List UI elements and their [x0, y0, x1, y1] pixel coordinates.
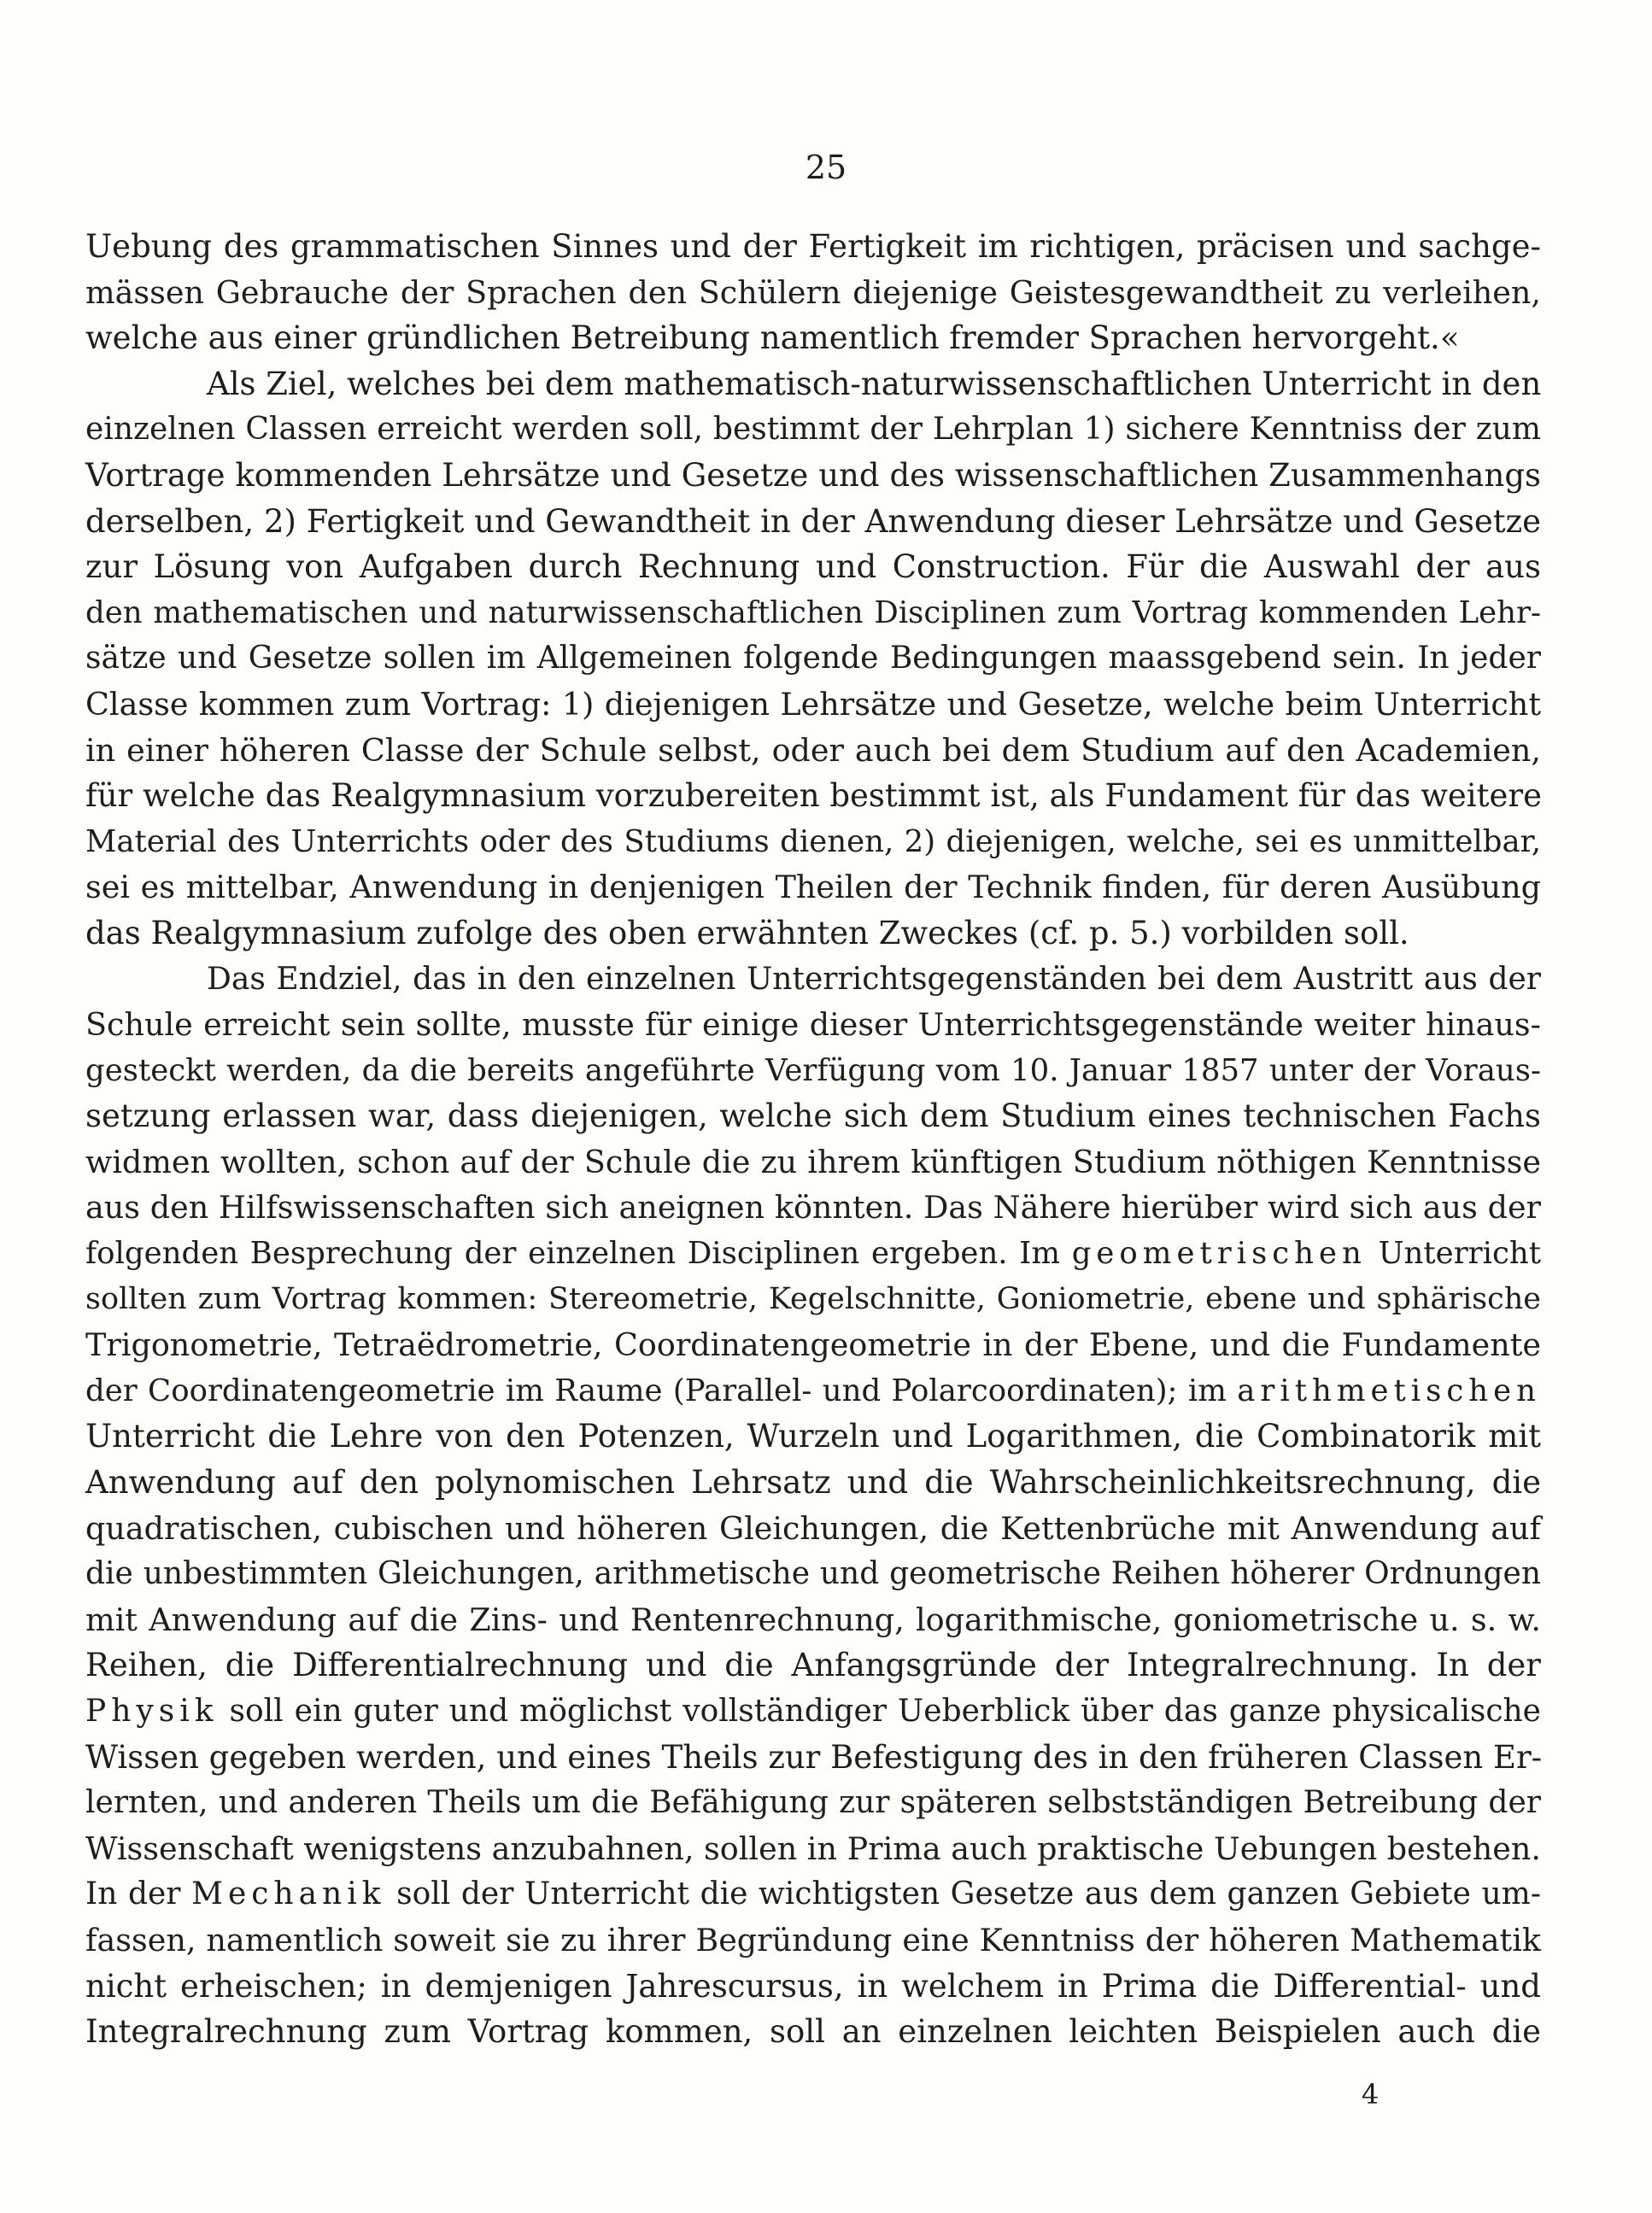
body-text	[85, 224, 1541, 2055]
text-line: sei es mittelbar, Anwendung in denjenigen Theilen der Technik finden, für deren Ausübung	[85, 869, 1541, 906]
text-line: In der Mechanik soll der Unterricht die wichtigsten Gesetze aus dem ganzen Gebiete um-	[85, 1876, 1541, 1912]
text-line: gesteckt werden, da die bereits angeführte Verfügung vom 10. Januar 1857 unter der Voraus-	[85, 1052, 1541, 1088]
text-line: mässen Gebrauche der Sprachen den Schülern diejenige Geistesgewandtheit zu verleihen,	[85, 273, 1541, 311]
sheet-number: 4	[1361, 2078, 1380, 2111]
text-line: Anwendung auf den polynomischen Lehrsatz und die Wahrscheinlichkeitsrechnung, die	[85, 1464, 1541, 1502]
text-line: Vortrage kommenden Lehrsätze und Gesetze und des wissenschaftlichen Zusammenhangs	[85, 456, 1541, 494]
text-line: Wissenschaft wenigstens anzubahnen, sollen in Prima auch praktische Uebungen bestehen.	[85, 1830, 1541, 1867]
text-line: fassen, namentlich soweit sie zu ihrer Begründung eine Kenntniss der höheren Mathematik	[85, 1921, 1541, 1958]
text-line: Material des Unterrichts oder des Studiums dienen, 2) diejenigen, welche, sei es unmittelbar,	[85, 823, 1541, 859]
text-line: in einer höheren Classe der Schule selbst, oder auch bei dem Studium auf den Academien,	[85, 731, 1541, 769]
text-line: sollten zum Vortrag kommen: Stereometrie, Kegelschnitte, Goniometrie, ebene und sphärische	[85, 1281, 1541, 1316]
text-line: Reihen, die Differentialrechnung und die Anfangsgründe der Integralrechnung. In der	[85, 1647, 1541, 1684]
text-line: das Realgymnasium zufolge des oben erwähnten Zweckes (cf. p. 5.) vorbilden soll.	[85, 914, 1409, 951]
text-line: Physik soll ein guter und möglichst vollständiger Ueberblick über das ganze physicalische	[85, 1694, 1541, 1729]
text-line: Trigonometrie, Tetraëdrometrie, Coordinatengeometrie in der Ebene, und die Fundamente	[85, 1326, 1541, 1364]
emphasized-word: Physik	[85, 1694, 219, 1729]
text-line: für welche das Realgymnasium vorzubereiten bestimmt ist, als Fundament für das weitere	[85, 777, 1542, 815]
text-line: sätze und Gesetze sollen im Allgemeinen folgende Bedingungen maassgebend sein. In jeder	[85, 641, 1541, 676]
text-line: einzelnen Classen erreicht werden soll, bestimmt der Lehrplan 1) sichere Kenntniss der zum	[85, 412, 1541, 448]
text-line: Das Endziel, das in den einzelnen Unterrichtsgegenständen bei dem Austritt aus der	[207, 961, 1541, 997]
text-line: Als Ziel, welches bei dem mathematisch-naturwissenschaftlichen Unterricht in den	[207, 365, 1542, 402]
text-line: Schule erreicht sein sollte, musste für einige dieser Unterrichtsgegenstände weiter hinaus-	[85, 1006, 1541, 1044]
text-line: welche aus einer gründlichen Betreibung namentlich fremder Sprachen hervorgeht.«	[85, 319, 1460, 357]
text-line: Wissen gegeben werden, und eines Theils zur Befestigung des in den früheren Classen Er-	[85, 1738, 1543, 1776]
text-line: Integralrechnung zum Vortrag kommen, soll an einzelnen leichten Beispielen auch die	[85, 2013, 1541, 2051]
text-line: aus den Hilfswissenschaften sich aneignen könnten. Das Nähere hierüber wird sich aus der	[85, 1189, 1541, 1227]
emphasized-word: arithmetischen	[1237, 1373, 1541, 1408]
text-line: zur Lösung von Aufgaben durch Rechnung und Construction. Für die Auswahl der aus	[85, 548, 1541, 586]
text-line: nicht erheischen; in demjenigen Jahrescursus, in welchem in Prima die Differential- und	[85, 1967, 1541, 2005]
text-line: widmen wollten, schon auf der Schule die zu ihrem künftigen Studium nöthigen Kenntnisse	[85, 1143, 1541, 1180]
text-line: lernten, und anderen Theils um die Befähigung zur späteren selbstständigen Betreibung der	[85, 1785, 1541, 1821]
emphasized-word: geometrischen	[1071, 1236, 1367, 1272]
page-number: 25	[805, 149, 847, 186]
text-line: Uebung des grammatischen Sinnes und der Fertigkeit im richtigen, präcisen und sachge-	[85, 228, 1541, 265]
text-line: setzung erlassen war, dass diejenigen, welche sich dem Studium eines technischen Fachs	[85, 1098, 1541, 1135]
text-line: mit Anwendung auf die Zins- und Rentenrechnung, logarithmische, goniometrische u. s. w.	[85, 1601, 1541, 1638]
text-line: derselben, 2) Fertigkeit und Gewandtheit in der Anwendung dieser Lehrsätze und Gesetze	[85, 502, 1541, 540]
text-line: der Coordinatengeometrie im Raume (Parallel- und Polarcoordinaten); im arithmetischen	[85, 1373, 1541, 1408]
text-line: quadratischen, cubischen und höheren Gleichungen, die Kettenbrüche mit Anwendung auf	[85, 1509, 1541, 1547]
text-line: folgenden Besprechung der einzelnen Disciplinen ergeben. Im geometrischen Unterricht	[85, 1236, 1541, 1272]
text-line: Unterricht die Lehre von den Potenzen, Wurzeln und Logarithmen, die Combinatorik mit	[85, 1418, 1541, 1455]
text-line: den mathematischen und naturwissenschaftlichen Disciplinen zum Vortrag kommenden Lehr-	[85, 594, 1541, 630]
text-line: die unbestimmten Gleichungen, arithmetische und geometrische Reihen höherer Ordnungen	[85, 1556, 1541, 1592]
emphasized-word: Mechanik	[191, 1876, 386, 1912]
text-line: Classe kommen zum Vortrag: 1) diejenigen Lehrsätze und Gesetze, welche beim Unterricht	[85, 685, 1541, 723]
